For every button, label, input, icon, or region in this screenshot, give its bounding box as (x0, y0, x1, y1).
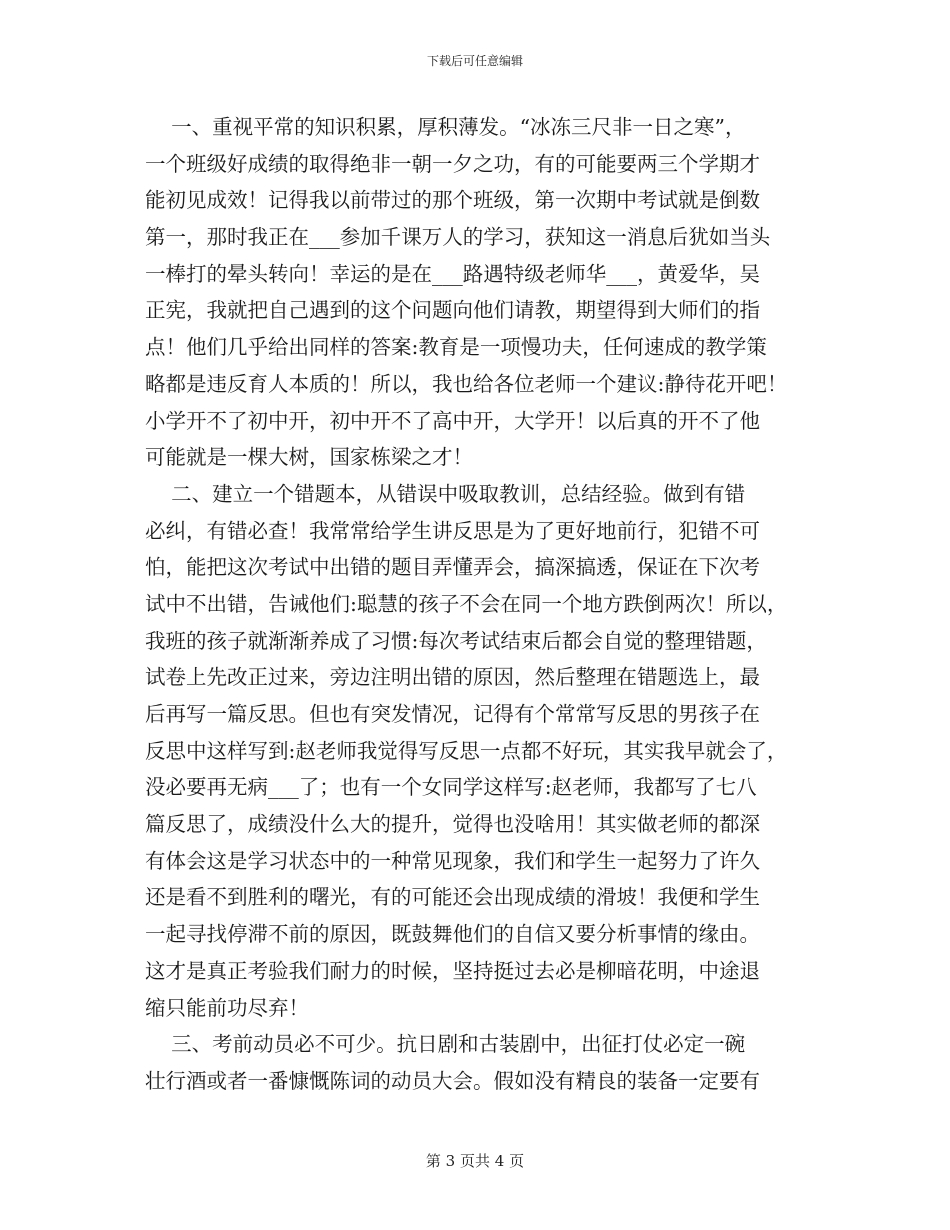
text-line: 一起寻找停滞不前的原因，既鼓舞他们的自信又要分析事情的缘由。 (145, 922, 760, 947)
text-line: 必纠，有错必查！我常常给学生讲反思是为了更好地前行，犯错不可 (145, 518, 760, 543)
text-line: 篇反思了，成绩没什么大的提升，觉得也没啥用！其实做老师的都深 (145, 812, 760, 837)
text-line: 这才是真正考验我们耐力的时候，坚持挺过去必是柳暗花明，中途退 (145, 958, 760, 983)
text-line: 正宪，我就把自己遇到的这个问题向他们请教，期望得到大师们的指 (145, 298, 760, 323)
page-header: 下载后可任意编辑 (426, 54, 523, 68)
text-line: 略都是违反育人本质的！所以，我也给各位老师一个建议:静待花开吧！ (145, 371, 788, 396)
document-body (145, 109, 805, 1100)
text-line: 反思中这样写到:赵老师我觉得写反思一点都不好玩，其实我早就会了， (145, 738, 788, 763)
text-line: 还是看不到胜利的曙光，有的可能还会出现成绩的滑坡！我便和学生 (145, 885, 760, 910)
text-line: 一个班级好成绩的取得绝非一朝一夕之功，有的可能要两三个学期才 (145, 151, 760, 176)
text-line: 后再写一篇反思。但也有突发情况，记得有个常常写反思的男孩子在 (145, 702, 760, 726)
text-line: 三、考前动员必不可少。抗日剧和古装剧中，出征打仗必定一碗 (145, 1032, 746, 1057)
text-line: 怕，能把这次考试中出错的题目弄懂弄会，搞深搞透，保证在下次考 (145, 555, 760, 580)
text-line: 有体会这是学习状态中的一种常见现象，我们和学生一起努力了许久 (145, 848, 760, 873)
text-line: 二、建立一个错题本，从错误中吸取教训，总结经验。做到有错 (145, 481, 746, 506)
text-line: 一棒打的晕头转向！幸运的是在___路遇特级老师华___，黄爱华，吴 (145, 261, 760, 286)
text-line: 我班的孩子就渐渐养成了习惯:每次考试结束后都会自觉的整理错题， (145, 628, 767, 653)
text-line: 试中不出错，告诫他们:聪慧的孩子不会在同一个地方跌倒两次！所以， (145, 591, 788, 616)
text-line: 第一，那时我正在___参加千课万人的学习，获知这一消息后犹如当头 (145, 225, 771, 250)
text-line: 小学开不了初中开，初中开不了高中开，大学开！以后真的开不了他 (145, 408, 760, 433)
text-line: 点！他们几乎给出同样的答案:教育是一项慢功夫，任何速成的教学策 (145, 335, 767, 360)
text-line: 试卷上先改正过来，旁边注明出错的原因，然后整理在错题选上，最 (145, 665, 760, 690)
text-line: 一、重视平常的知识积累，厚积薄发。“冰冻三尺非一日之寒”， (145, 115, 746, 139)
text-line: 壮行酒或者一番慷慨陈词的动员大会。假如没有精良的装备一定要有 (145, 1068, 760, 1093)
text-line: 缩只能前功尽弃！ (145, 995, 309, 1020)
page-footer: 第 3 页共 4 页 (425, 1152, 525, 1170)
text-line: 没必要再无病___了；也有一个女同学这样写:赵老师，我都写了七八 (145, 775, 757, 800)
text-line: 能初见成效！记得我以前带过的那个班级，第一次期中考试就是倒数 (145, 188, 760, 213)
text-line: 可能就是一棵大树，国家栋梁之才！ (145, 445, 473, 470)
